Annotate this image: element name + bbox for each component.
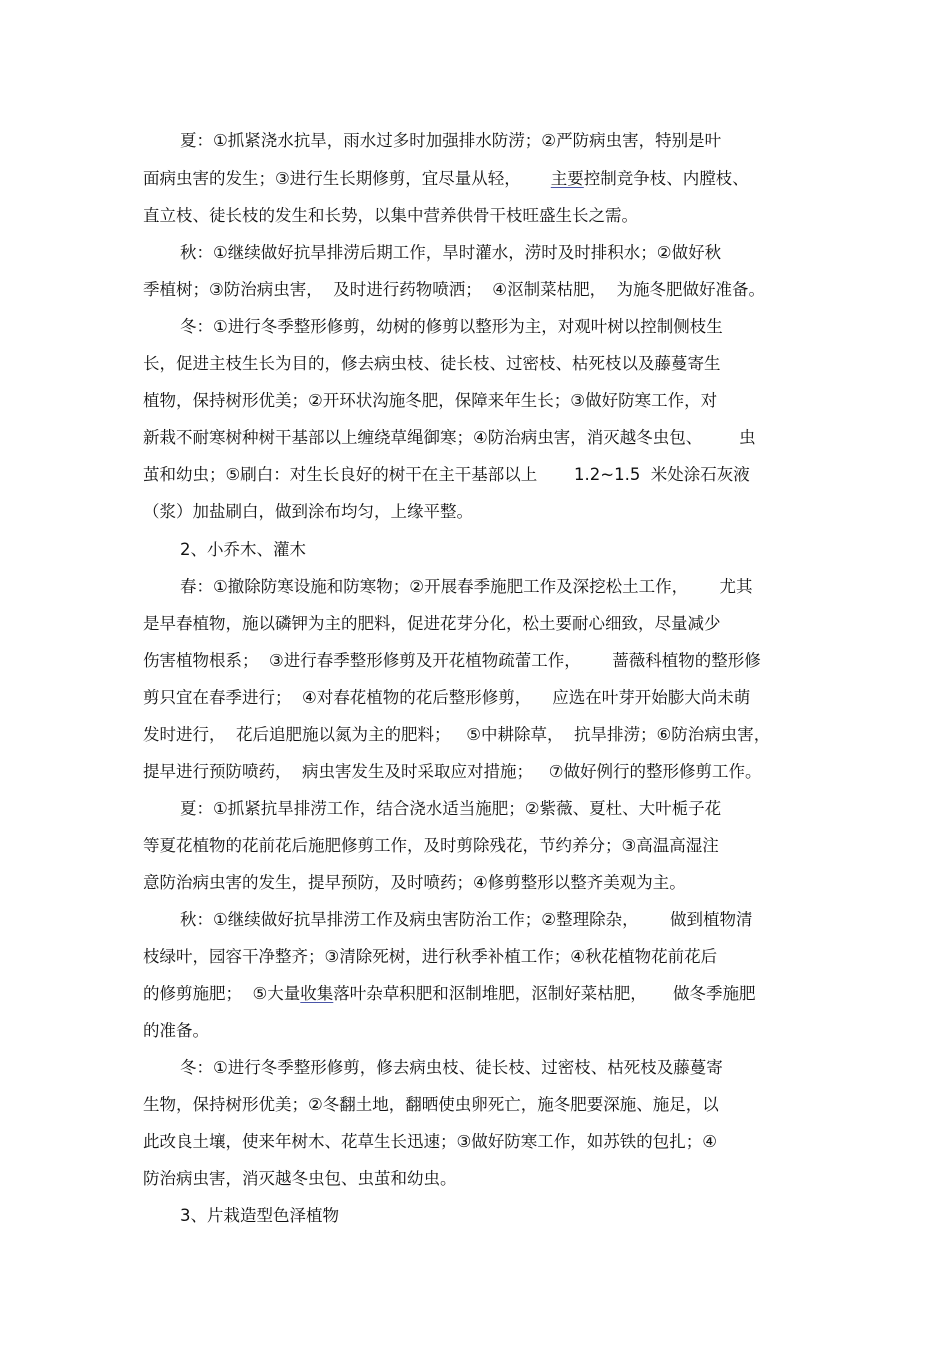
paragraph-winter2-line-3: 此改良土壤，使来年树木、花草生长迅速；③做好防寒工作，如苏铁的包扎；④ [143,1132,718,1151]
paragraph-winter2-line-1: 冬：①进行冬季整形修剪，修去病虫枝、徒长枝、过密枝、枯死枝及藤蔓寄 [180,1058,723,1077]
underlined-word: 收集 [300,984,334,1003]
section-heading-2: 2、小乔木、灌木 [180,540,306,559]
paragraph-summer2-line-3: 意防治病虫害的发生，提早预防，及时喷药；④修剪整形以整齐美观为主。 [143,873,686,892]
paragraph-summer2-line-2: 等夏花植物的花前花后施肥修剪工作，及时剪除残花，节约养分；③高温高湿注 [143,836,719,855]
paragraph-spring-line-6: 提早进行预防喷药， 病虫害发生及时采取应对措施； ⑦做好例行的整形修剪工作。 [143,762,762,781]
paragraph-autumn2-line-3: 的修剪施肥； ⑤大量收集落叶杂草积肥和沤制堆肥，沤制好菜枯肥， 做冬季施肥 [143,984,756,1003]
paragraph-autumn-line-2: 季植树；③防治病虫害， 及时进行药物喷洒； ④沤制菜枯肥， 为施冬肥做好准备。 [143,280,766,299]
paragraph-spring-line-5: 发时进行， 花后追肥施以氮为主的肥料； ⑤中耕除草， 抗旱排涝；⑥防治病虫害， [143,725,771,744]
paragraph-spring-line-1: 春：①撤除防寒设施和防寒物；②开展春季施肥工作及深挖松土工作， 尤其 [180,577,753,596]
paragraph-summer-line-1: 夏：①抓紧浇水抗旱，雨水过多时加强排水防涝；②严防病虫害，特别是叶 [180,131,722,150]
paragraph-winter-line-4: 新栽不耐寒树种树干基部以上缠绕草绳御寒；④防治病虫害，消灭越冬虫包、 虫 [143,428,756,447]
paragraph-winter-line-1: 冬：①进行冬季整形修剪，幼树的修剪以整形为主，对观叶树以控制侧枝生 [180,317,723,336]
paragraph-autumn2-line-4: 的准备。 [143,1021,209,1040]
paragraph-winter2-line-2: 生物，保持树形优美；②冬翻土地，翻晒使虫卵死亡，施冬肥要深施、施足，以 [143,1095,719,1114]
section-heading-3: 3、片栽造型色泽植物 [180,1206,339,1225]
paragraph-spring-line-4: 剪只宜在春季进行； ④对春花植物的花后整形修剪， 应选在叶芽开始膨大尚未萌 [143,688,751,707]
paragraph-winter2-line-4: 防治病虫害，消灭越冬虫包、虫茧和幼虫。 [143,1169,457,1188]
paragraph-winter-line-2: 长，促进主枝生长为目的，修去病虫枝、徒长枝、过密枝、枯死枝以及藤蔓寄生 [143,354,721,373]
paragraph-spring-line-3: 伤害植物根系； ③进行春季整形修剪及开花植物疏蕾工作， 蔷薇科植物的整形修 [143,651,761,670]
paragraph-winter-line-3: 植物，保持树形优美；②开环状沟施冬肥，保障来年生长；③做好防寒工作，对 [143,391,718,410]
paragraph-spring-line-2: 是早春植物，施以磷钾为主的肥料，促进花芽分化，松土要耐心细致，尽量减少 [143,614,721,633]
paragraph-summer2-line-1: 夏：①抓紧抗旱排涝工作，结合浇水适当施肥；②紫薇、夏杜、大叶栀子花 [180,799,722,818]
paragraph-autumn-line-1: 秋：①继续做好抗旱排涝后期工作，旱时灌水，涝时及时排积水；②做好秋 [180,243,722,262]
paragraph-winter-line-5: 茧和幼虫；⑤刷白：对生长良好的树干在主干基部以上 1.2~1.5 米处涂石灰液 [143,465,750,484]
underlined-word: 主要 [550,169,584,188]
paragraph-summer-line-2: 面病虫害的发生；③进行生长期修剪，宜尽量从轻， 主要控制竞争枝、内膛枝、 [143,169,749,188]
paragraph-autumn2-line-1: 秋：①继续做好抗旱排涝工作及病虫害防治工作；②整理除杂， 做到植物清 [180,910,753,929]
paragraph-summer-line-3: 直立枝、徒长枝的发生和长势，以集中营养供骨干枝旺盛生长之需。 [143,206,638,225]
paragraph-winter-line-6: （浆）加盐刷白，做到涂布均匀，上缘平整。 [143,502,473,521]
paragraph-autumn2-line-2: 枝绿叶，园容干净整齐；③清除死树，进行秋季补植工作；④秋花植物花前花后 [143,947,718,966]
